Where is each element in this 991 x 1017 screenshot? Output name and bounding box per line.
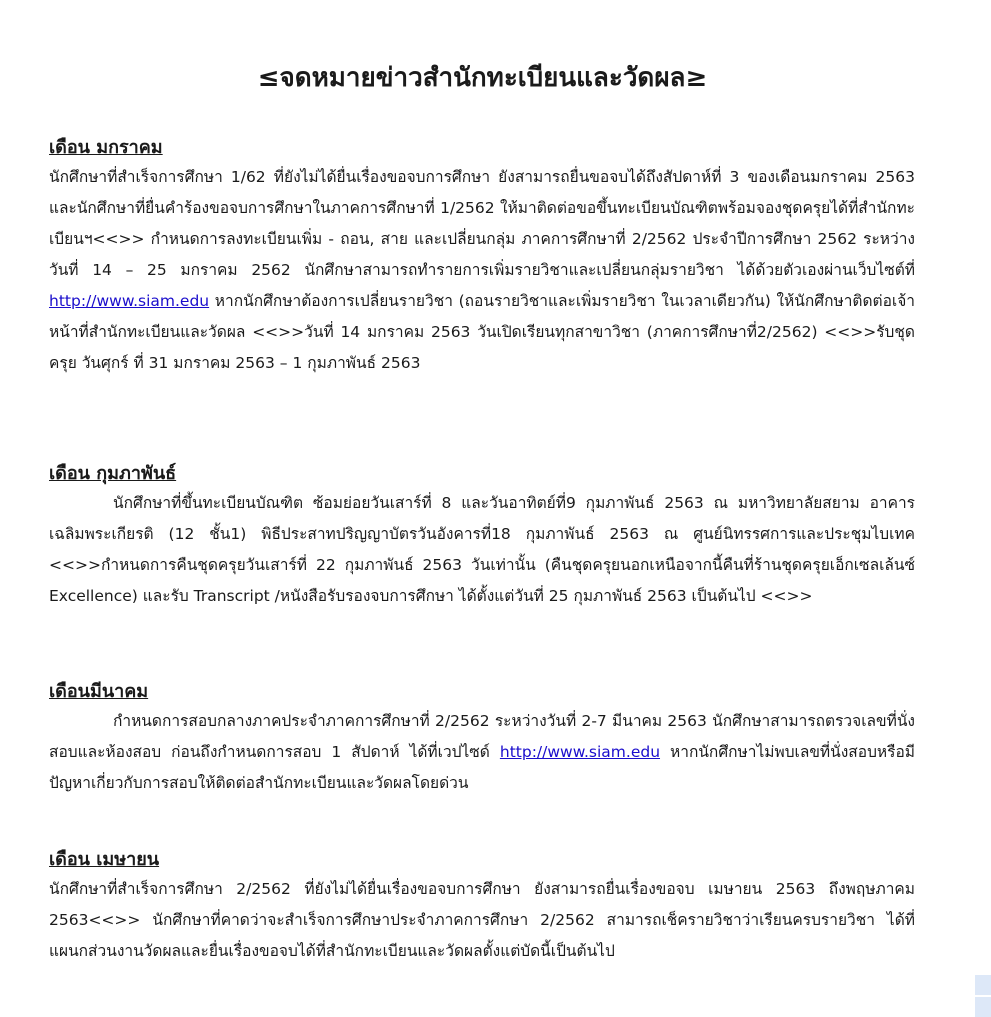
section-march	[49, 678, 915, 799]
section-body-february: นักศึกษาที่ขึ้นทะเบียนบัณฑิต ซ้อมย่อยวันเสาร์ที่ 8 และวันอาทิตย์ที่9 กุมภาพันธ์ 2563 ณ มหาวิทยาลัยสยาม อาคารเฉลิมพระเกียรติ (12 ชั้น1) พิธีประสาทปริญญาบัตรวันอังคารที่18 กุมภาพันธ์ 2563 ณ ศูนย์นิทรรศการและประชุมไบเทค <<>>กำหนดการคืนชุดครุยวันเสาร์ที่ 22 กุมภาพันธ์ 2563 วันเท่านั้น (คืนชุดครุยนอกเหนือจากนี้คืนที่ร้านชุดครุยเอ็กเซลเล้นซ์ Excellence) และรับ Transcript /หนังสือรับรองจบการศึกษา ได้ตั้งแต่วันที่ 25 กุมภาพันธ์ 2563 เป็นต้นไป <<>>	[49, 494, 915, 605]
section-body-april: นักศึกษาที่สำเร็จการศึกษา 2/2562 ที่ยังไม่ได้ยื่นเรื่องขอจบการศึกษา ยังสามารถยื่นเรื่องขอจบ เมษายน 2563 ถึงพฤษภาคม 2563<<>> นักศึกษาที่คาดว่าจะสำเร็จการศึกษาประจำภาคการศึกษา 2/2562 สามารถเช็ครายวิชาว่าเรียนครบรายวิชา ได้ที่แผนกส่วนงานวัดผลและยื่นเรื่องขอจบได้ที่สำนักทะเบียนและวัดผลตั้งแต่บัดนี้เป็นต้นไป	[49, 880, 915, 960]
corner-block-upper	[975, 975, 991, 995]
march-text-part-1: กำหนดการสอบกลางภาคประจำภาคการศึกษาที่ 2/2562 ระหว่างวันที่ 2-7 มีนาคม 2563 นักศึกษาสามารถตรวจเลขที่นั่งสอบและห้องสอบ ก่อนถึงกำหนดการสอบ 1 สัปดาห์ ได้ที่เวปไซด์	[49, 712, 915, 761]
section-january	[49, 134, 915, 379]
section-heading-january: เดือน มกราคม	[49, 137, 163, 158]
section-body-march	[49, 706, 915, 799]
corner-scroll-indicator	[975, 975, 991, 1017]
section-april	[49, 846, 915, 967]
siam-website-link[interactable]: http://www.siam.edu	[49, 292, 210, 310]
section-heading-february: เดือน กุมภาพันธ์	[49, 463, 177, 484]
section-body-january	[49, 162, 915, 379]
siam-website-link[interactable]: http://www.siam.edu	[499, 743, 661, 761]
january-text-part-2: หากนักศึกษาต้องการเปลี่ยนรายวิชา (ถอนรายวิชาและเพิ่มรายวิชา ในเวลาเดียวกัน) ให้นักศึกษาติดต่อเจ้าหน้าที่สำนักทะเบียนและวัดผล <<>>วันที่ 14 มกราคม 2563 วันเปิดเรียนทุกสาขาวิชา (ภาคการศึกษาที่2/2562) <<>>รับชุดครุย วันศุกร์ ที่ 31 มกราคม 2563 – 1 กุมภาพันธ์ 2563	[49, 292, 915, 372]
january-text-part-1: นักศึกษาที่สำเร็จการศึกษา 1/62 ที่ยังไม่ได้ยื่นเรื่องขอจบการศึกษา ยังสามารถยื่นขอจบได้ถึงสัปดาห์ที่ 3 ของเดือนมกราคม 2563 และนักศึกษาที่ยื่นคำร้องขอจบการศึกษาในภาคการศึกษาที่ 1/2562 ให้มาติดต่อขอขึ้นทะเบียนบัณฑิตพร้อมจองชุดครุยได้ที่สำนักทะเบียนฯ<<>> กำหนดการลงทะเบียนเพิ่ม - ถอน, สาย และเปลี่ยนกลุ่ม ภาคการศึกษาที่ 2/2562 ประจำปีการศึกษา 2562 ระหว่างวันที่ 14 – 25 มกราคม 2562 นักศึกษาสามารถทำรายการเพิ่มรายวิชาและเปลี่ยนกลุ่มรายวิชา ได้ด้วยตัวเองผ่านเว็บไซต์ที่	[49, 168, 915, 279]
page-title: ≤จดหมายข่าวสำนักทะเบียนและวัดผล≥	[257, 63, 708, 93]
march-text-part-2: หากนักศึกษาไม่พบเลขที่นั่งสอบหรือมีปัญหาเกี่ยวกับการสอบให้ติดต่อสำนักทะเบียนและวัดผลโดยด่วน	[49, 743, 915, 792]
section-heading-march: เดือนมีนาคม	[49, 681, 149, 702]
corner-block-lower	[975, 997, 991, 1017]
section-february	[49, 460, 915, 612]
section-heading-april: เดือน เมษายน	[49, 849, 160, 870]
